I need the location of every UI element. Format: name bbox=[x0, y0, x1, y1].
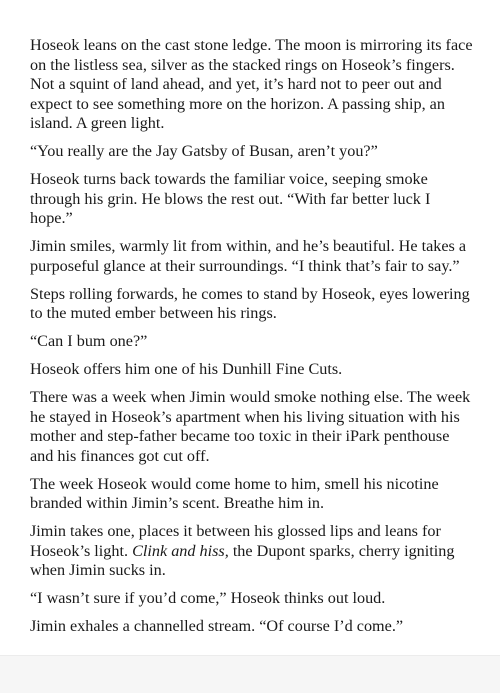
paragraph: Jimin smiles, warmly lit from within, and he’s beautiful. He takes a purposeful glance at their surroundings. “I think that’s fair to say.” bbox=[30, 237, 467, 275]
story-text bbox=[30, 36, 476, 645]
paragraph-text: the Dupont sparks, cherry igniting when Jimin sucks in. bbox=[30, 541, 455, 579]
paragraph: Jimin exhales a channelled stream. “Of course I’d come.” bbox=[30, 617, 404, 635]
bottom-band bbox=[0, 655, 500, 693]
paragraph bbox=[30, 522, 476, 581]
paragraph: “You really are the Jay Gatsby of Busan, aren’t you?” bbox=[30, 142, 378, 160]
paragraph: “Can I bum one?” bbox=[30, 332, 148, 350]
italic-text: Clink and hiss, bbox=[132, 541, 229, 560]
paragraph: The week Hoseok would come home to him, smell his nicotine branded within Jimin’s scent. Breathe him in. bbox=[30, 474, 439, 512]
paragraph: Hoseok leans on the cast stone ledge. The moon is mirroring its face on the listless sea, silver as the stacked rings on Hoseok’s fingers. Not a squint of land ahead, and yet, it’s hard not to peer out and expect to see something more on the horizon. A passing ship, an island. A green light. bbox=[30, 36, 473, 132]
paragraph: There was a week when Jimin would smoke nothing else. The week he stayed in Hoseok’s apartment when his living situation with his mother and step-father became too toxic in their iPark penthouse and his finances got cut off. bbox=[30, 388, 471, 465]
paragraph: Hoseok turns back towards the familiar voice, seeping smoke through his grin. He blows the rest out. “With far better luck I hope.” bbox=[30, 170, 431, 227]
paragraph: “I wasn’t sure if you’d come,” Hoseok thinks out loud. bbox=[30, 589, 386, 607]
paragraph: Steps rolling forwards, he comes to stand by Hoseok, eyes lowering to the muted ember between his rings. bbox=[30, 284, 470, 322]
paragraph-text: Jimin takes one, places it between his glossed lips and leans for Hoseok’s light. bbox=[30, 522, 441, 560]
paragraph: Hoseok offers him one of his Dunhill Fine Cuts. bbox=[30, 360, 343, 378]
